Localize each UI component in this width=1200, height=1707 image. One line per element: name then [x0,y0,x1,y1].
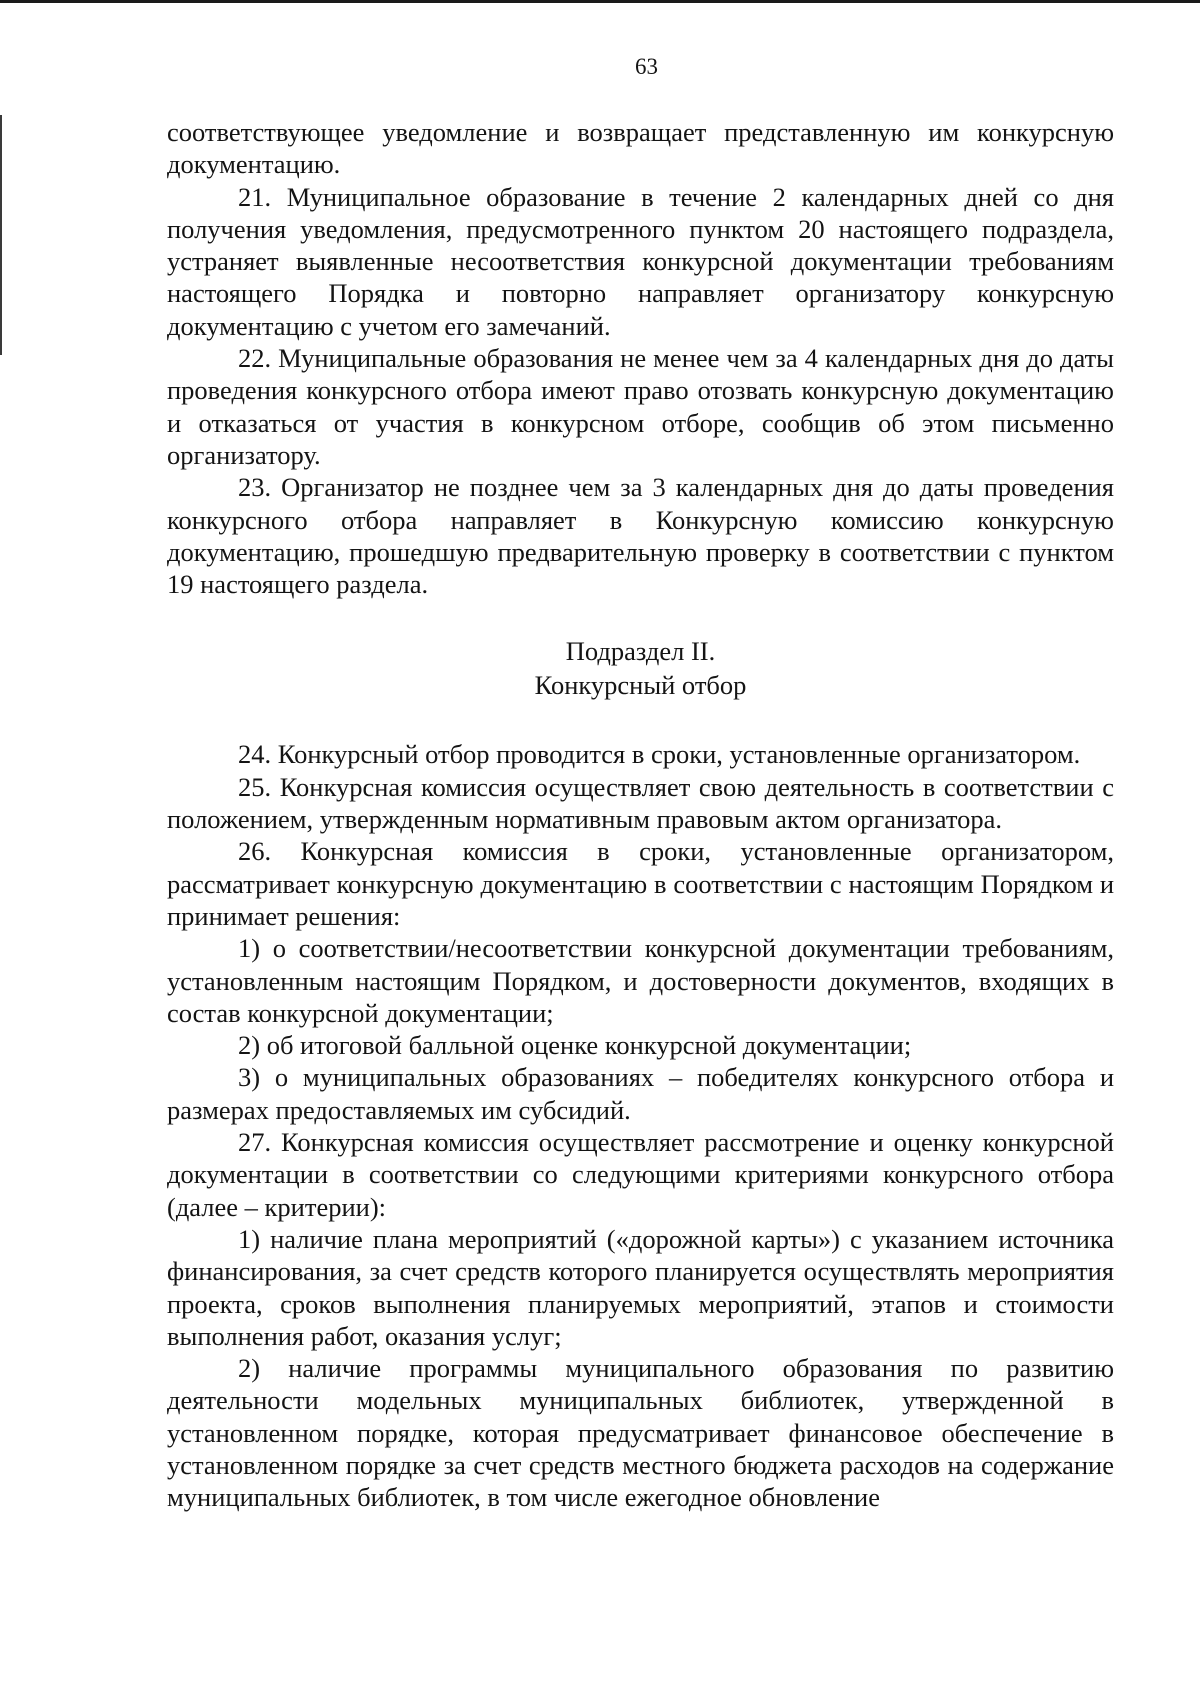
paragraph-item-25: 25. Конкурсная комиссия осуществляет свою деятельность в соответствии с положением, утвержденным нормативным правовым актом организатора. [167,771,1114,835]
top-border-line [0,0,1200,3]
section-heading-number: Подраздел II. [565,636,716,667]
paragraph-continuation: соответствующее уведомление и возвращает представленную им конкурсную документацию. [167,117,1114,180]
paragraph-item-26: 26. Конкурсная комиссия в сроки, установленные организатором, рассматривает конкурсную документацию в соответствии с настоящим Порядком и принимает решения: [167,836,1114,931]
page-number: 63 [635,54,658,79]
document-page [167,52,1114,1514]
paragraph-subitem-27-1: 1) наличие плана мероприятий («дорожной карты») с указанием источника финансирования, за счет средств которого планируется осуществлять мероприятия проекта, сроков выполнения планируемых мероприятий, этапов и стоимости выполнения работ, оказания услуг; [167,1223,1114,1351]
section-heading [167,634,1114,702]
paragraph-item-23: 23. Организатор не позднее чем за 3 календарных дня до даты проведения конкурсного отбора направляет в Конкурсную комиссию конкурсную документацию, прошедшую предварительную проверку в соответствии с пунктом 19 настоящего раздела. [167,472,1114,600]
paragraph-subitem-27-2: 2) наличие программы муниципального образования по развитию деятельности модельных муниципальных библиотек, утвержденной в установленном порядке, которая предусматривает финансовое обеспечение в установленном порядке за счет средств местного бюджета расходов на содержание муниципальных библиотек, в том числе ежегодное обновление [167,1353,1114,1513]
paragraph-subitem-26-3: 3) о муниципальных образованиях – победителях конкурсного отбора и размерах предоставляемых им субсидий. [167,1062,1114,1125]
paragraph-item-24: 24. Конкурсный отбор проводится в сроки, установленные организатором. [238,739,1081,770]
paragraph-item-21: 21. Муниципальное образование в течение 2 календарных дней со дня получения уведомления, предусмотренного пунктом 20 настоящего подраздела, устраняет выявленные несоответствия конкурсной документации требованиям настоящего Порядка и повторно направляет организатору конкурсную документацию с учетом его замечаний. [167,181,1114,341]
paragraph-subitem-26-2: 2) об итоговой балльной оценке конкурсной документации; [238,1030,912,1061]
scan-edge-mark [0,115,2,355]
paragraph-item-27: 27. Конкурсная комиссия осуществляет рассмотрение и оценку конкурсной документации в соответствии со следующими критериями конкурсного отбора (далее – критерии): [167,1127,1114,1222]
section-heading-title: Конкурсный отбор [534,670,747,701]
paragraph-subitem-26-1: 1) о соответствии/несоответствии конкурсной документации требованиям, установленным настоящим Порядком, и достоверности документов, входящих в состав конкурсной документации; [167,933,1114,1028]
paragraph-item-22: 22. Муниципальные образования не менее чем за 4 календарных дня до даты проведения конкурсного отбора имеют право отозвать конкурсную документацию и отказаться от участия в конкурсном отборе, сообщив об этом письменно организатору. [167,343,1114,470]
